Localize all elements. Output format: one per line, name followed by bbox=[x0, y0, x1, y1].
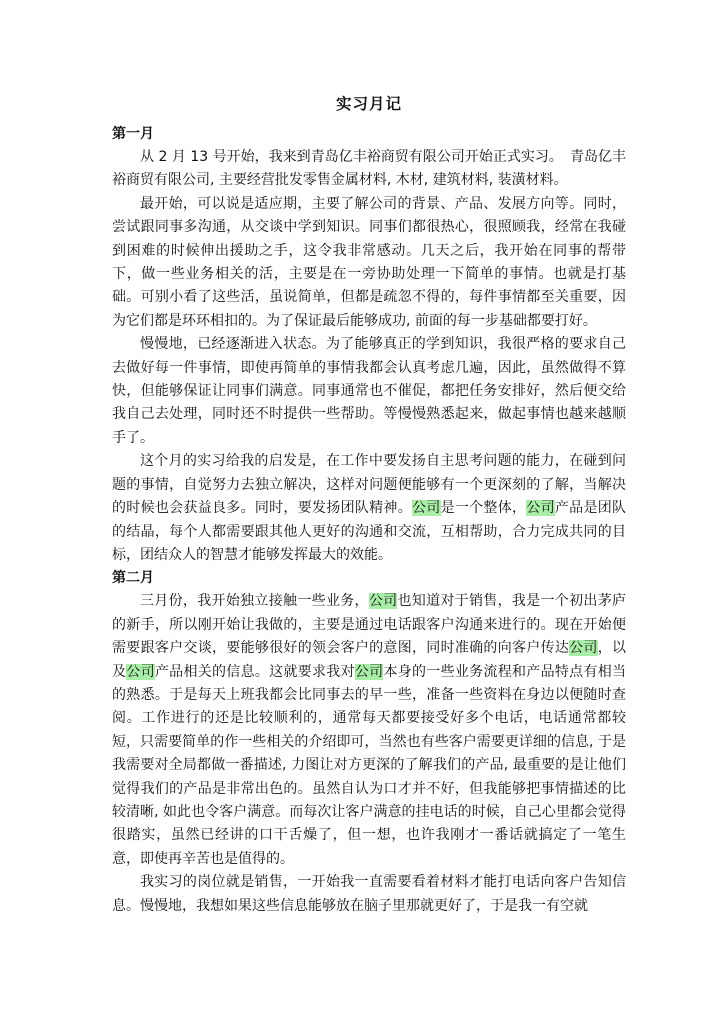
text-segment: 从 2 月 13 号开始，我来到青岛亿丰裕商贸有限公司开始正式实习。 青岛亿丰裕商贸有限公司, 主要经营批发零售金属材料, 木材, 建筑材料, 装潢材料。 bbox=[112, 149, 626, 189]
section-heading: 第二月 bbox=[112, 570, 154, 587]
paragraph bbox=[112, 193, 626, 333]
section-heading: 第一月 bbox=[112, 126, 154, 142]
text-segment: 也知道对于销售，我是一个初出茅庐的新手，所以刚开始让我做的，主要是通过电话跟客户沟通来进行的。现在开始便需要跟客户交谈，要能够很好的领会客户的意图，同时准确的向客户传达 bbox=[112, 593, 627, 657]
text-segment: 本身的一些业务流程和产品特点有相当的熟悉。于是每天上班我都会比同事去的早一些，准备一些资料在身边以便随时查阅。工作进行的还是比较顺利的，通常每天都要接受好多个电话，电话通常都较短，只需要简单的作一些相关的介绍即可，当然也有些客户需要更详细的信息, 于是我需要对全局都做一番描述, 力图让对方更深的了解我们的产品, 最重要的是让他们觉得我们的产品是非常出色的。虽然自认为口才并不好，但我能够把事情描述的比较清晰, 如此也令客户满意。而每次让客户满意的挂电话的时候，自己心里都会觉得很踏实，虽然已经讲的口干舌燥了，但一想，也许我刚才一番话就搞定了一笔生意，即使再辛苦也是值得的。 bbox=[112, 663, 627, 867]
highlighted-term: 公司 bbox=[526, 500, 555, 517]
document-title: 实习月记 bbox=[335, 95, 402, 113]
paragraph bbox=[112, 333, 626, 450]
text-segment: 最开始，可以说是适应期，主要了解公司的背景、产品、发展方向等。同时，尝试跟同事多沟通，从交谈中学到知识。同事们都很热心，很照顾我，经常在我碰到困难的时候伸出援助之手，这令我非常感动。几天之后，我开始在同事的帮带下，做一些业务相关的活，主要是在一旁协助处理一下简单的事情。也就是打基础。可别小看了这些活，虽说简单，但都是疏忽不得的，每件事情都至关重要，因为它们都是环环相扣的。为了保证最后能够成功, 前面的每一步基础都要打好。 bbox=[112, 195, 626, 329]
paragraph bbox=[112, 450, 626, 567]
highlighted-term: 公司 bbox=[354, 663, 384, 680]
highlighted-term: 公司 bbox=[368, 593, 398, 610]
paragraph bbox=[112, 146, 626, 193]
paragraph bbox=[112, 590, 626, 871]
text-segment: ，以及 bbox=[112, 640, 627, 680]
text-segment: 我实习的岗位就是销售，一开始我一直需要看着材料才能打电话向客户告知信息。慢慢地，我想如果这些信息能够放在脑子里那就更好了，于是我一有空就 bbox=[112, 874, 626, 914]
text-segment: 产品是团队的结晶，每个人都需要跟其他人更好的沟通和交流，互相帮助，合力完成共同的目标，团结众人的智慧才能够发挥最大的效能。 bbox=[112, 500, 627, 563]
text-segment: 是一个整体， bbox=[440, 500, 527, 517]
text-segment: 慢慢地，已经逐渐进入状态。为了能够真正的学到知识，我很严格的要求自己去做好每一件事情，即使再简单的事情我都会认真考虑几遍，因此，虽然做得不算快，但能够保证让同事们满意。同事通常也不催促，都把任务安排好，然后便交给我自己去处理，同时还不时提供一些帮助。等慢慢熟悉起来，做起事情也越来越顺手了。 bbox=[112, 336, 626, 446]
highlighted-term: 公司 bbox=[569, 640, 598, 657]
document-body bbox=[112, 123, 626, 918]
text-segment: 这个月的实习给我的启发是，在工作中要发扬自主思考问题的能力，在碰到问题的事情，自觉努力去独立解决，这样对问题便能够有一个更深刻的了解，当解决的时候也会获益良多。同时，要发扬团队精神。 bbox=[112, 453, 626, 517]
highlighted-term: 公司 bbox=[412, 500, 441, 517]
document-page bbox=[112, 93, 626, 918]
highlighted-term: 公司 bbox=[126, 663, 155, 680]
text-segment: 三月份，我开始独立接触一些业务， bbox=[140, 593, 369, 610]
text-segment: 产品相关的信息。这就要求我对 bbox=[154, 663, 355, 680]
paragraph bbox=[112, 871, 626, 918]
